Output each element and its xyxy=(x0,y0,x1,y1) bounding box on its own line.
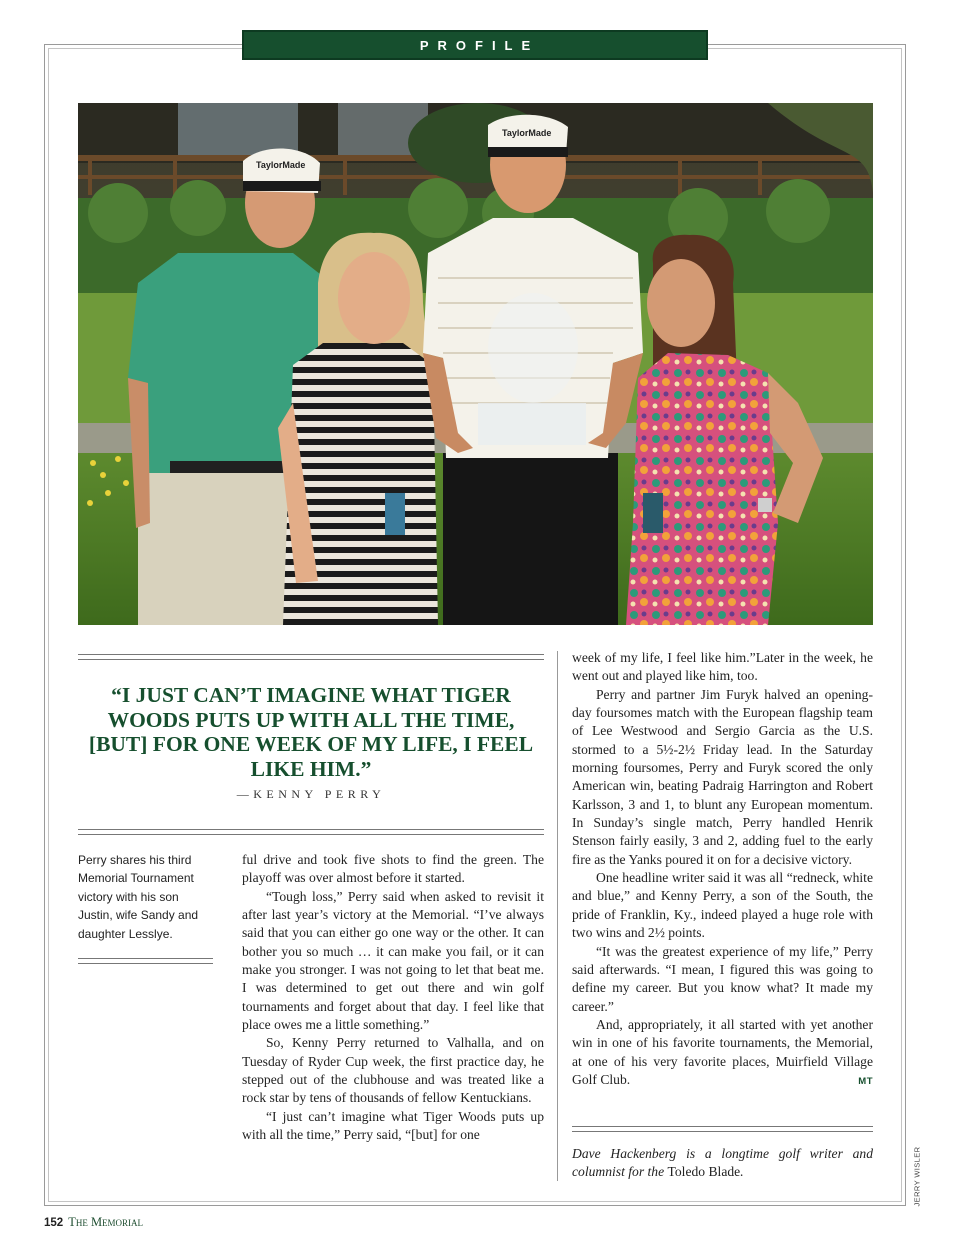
pull-quote xyxy=(78,683,544,802)
author-bio xyxy=(572,1145,873,1182)
page-number: 152 xyxy=(44,1217,64,1229)
publication-name: The Memorial xyxy=(68,1215,144,1229)
article-column-middle xyxy=(242,851,544,1145)
quote-rule-bottom xyxy=(78,829,544,835)
photo-credit-text: JERRY WISLER xyxy=(912,1146,922,1207)
author-bio-text: Dave Hackenberg is a longtime golf writer and columnist for the xyxy=(572,1146,873,1180)
author-bio-end: . xyxy=(740,1164,744,1180)
photo-credit xyxy=(911,1146,923,1208)
feature-photo xyxy=(78,103,873,625)
svg-text:TaylorMade: TaylorMade xyxy=(256,160,306,170)
caption-rule xyxy=(78,958,213,964)
paragraph: week of my life, I feel like him.”Later in the week, he went out and played like him, too. xyxy=(572,650,873,684)
section-header-tab xyxy=(242,30,708,60)
page-footer xyxy=(44,1215,143,1230)
paragraph: One headline writer said it was all “redneck, white and blue,” and Kenny Perry, a son of the South, the pride of Franklin, Ky., indeed played a huge role with two wins and 2½ points. xyxy=(572,870,873,941)
paragraph: “Tough loss,” Perry said when asked to revisit it after last year’s victory at the Memorial. “I’ve always said that you can either go one way or the other. It can bother you so much … it can make you fail, or it can make you stronger. I was not going to let that beat me. I was determined to get out there and win golf tournaments and forget about that day. I feel like that place owes me a little something.” xyxy=(242,888,544,1033)
paragraph: “I just can’t imagine what Tiger Woods puts up with all the time,” Perry said, “[but] for one xyxy=(242,1108,544,1143)
paragraph: “It was the greatest experience of my life,” Perry said afterwards. “I mean, I figured this was going to define my career. But you know what? It made my career.” xyxy=(572,943,873,1014)
quote-rule-top xyxy=(78,654,544,660)
author-initials: MT xyxy=(858,1075,873,1087)
section-label: PROFILE xyxy=(419,37,540,53)
article-column-right xyxy=(572,649,873,1091)
trophy xyxy=(488,293,578,403)
paragraph: ful drive and took five shots to find the green. The playoff was over almost before it started. xyxy=(242,852,544,886)
paragraph: Perry and partner Jim Furyk halved an opening-day foursomes match with the European flagship team of Lee Westwood and Sergio Garcia as the U.S. stormed to a 5½-2½ Friday lead. In the Saturday morning foursomes, Perry and Furyk scored the only American win, beating Padraig Harrington and Robert Karlsson, 3 and 1, to blunt any European momentum. In Sunday’s single match, Perry handled Henrik Stenson fairly easily, 3 and 2, adding fuel to the early fire as the Yanks poured it on for a decisive victory. xyxy=(572,686,873,867)
paragraph xyxy=(572,1016,873,1089)
bio-rule xyxy=(572,1126,873,1132)
photo-caption: Perry shares his third Memorial Tournament victory with his son Justin, wife Sandy and daughter Lesslye. xyxy=(78,853,199,941)
pull-quote-attribution: —KENNY PERRY xyxy=(236,787,386,801)
author-bio-publication: Toledo Blade xyxy=(667,1164,741,1180)
column-divider xyxy=(557,651,558,1181)
svg-text:TaylorMade: TaylorMade xyxy=(502,128,552,138)
paragraph-text: And, appropriately, it all started with yet another win in one of his favorite tournaments, the Memorial, at one of his very favorite places, Muirfield Village Golf Club. xyxy=(572,1016,873,1087)
pull-quote-text: “I JUST CAN’T IMAGINE WHAT TIGER WOODS PUTS UP WITH ALL THE TIME, [BUT] FOR ONE WEEK OF MY LIFE, I FEEL LIKE HIM.” xyxy=(88,683,534,781)
paragraph: So, Kenny Perry returned to Valhalla, and on Tuesday of Ryder Cup week, the first practice day, he stepped out of the clubhouse and was treated like a rock star by tens of thousands of fellow Kentuckians. xyxy=(242,1035,544,1106)
